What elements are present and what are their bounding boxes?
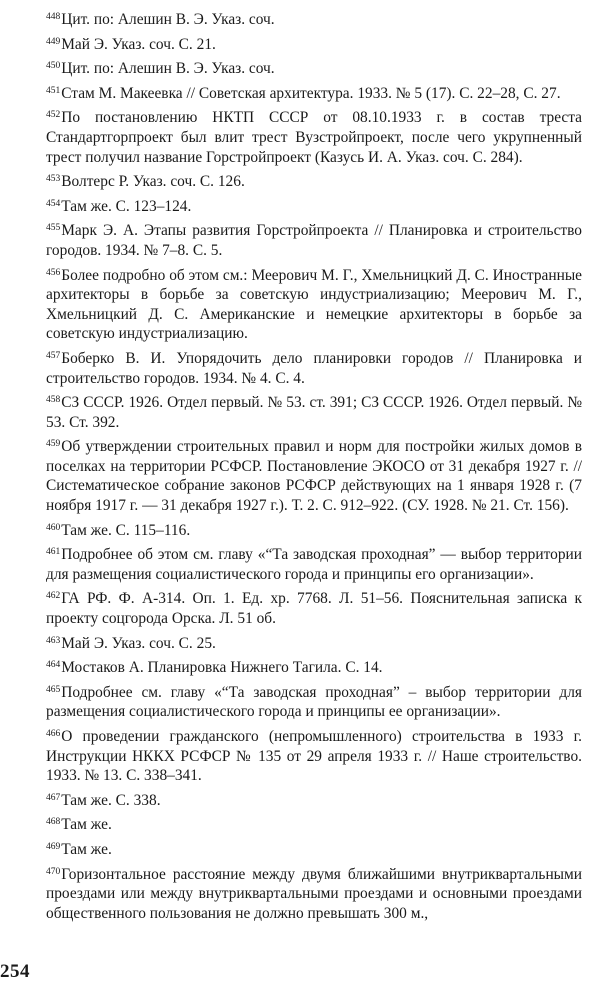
footnote-number: 465 [46, 684, 61, 695]
footnote-number: 466 [46, 729, 61, 739]
footnote-text: Стам М. Макеевка // Советская архитектура. 1933. № 5 (17). С. 22–28, С. 27. [61, 84, 561, 102]
footnote-text: Мостаков А. Планировка Нижнего Тагила. С. 14. [61, 659, 383, 677]
footnote-number: 458 [46, 395, 61, 406]
footnote-457 [46, 349, 582, 388]
footnote-text: Май Э. Указ. соч. С. 25. [61, 634, 216, 652]
footnote-449 [46, 35, 582, 55]
footnote-461 [46, 545, 582, 584]
footnote-number: 449 [46, 36, 61, 47]
footnote-452 [46, 108, 582, 167]
footnote-number: 461 [46, 547, 61, 558]
footnote-text: Там же. [61, 816, 112, 834]
footnote-text: Подробнее см. главу «“Та заводская проходная” – выбор территории для размещения социалистического города и принципы ее организации». [46, 683, 582, 721]
footnote-text: СЗ СССР. 1926. Отдел первый. № 53. ст. 391; СЗ СССР. 1926. Отдел первый. № 53. Ст. 392. [46, 394, 582, 431]
footnote-number: 457 [46, 350, 61, 361]
footnote-number: 467 [46, 792, 61, 803]
footnote-text: Марк Э. А. Этапы развития Горстройпроекта // Планировка и строительство городов. 1934. № 7–8. С. 5. [46, 222, 582, 259]
footnote-text: Цит. по: Алешин В. Э. Указ. соч. [61, 60, 275, 78]
footnote-text: По постановлению НКТП СССР от 08.10.1933 г. в состав треста Стандартгорпроект был влит трест Вузстройпроект, после чего укрупненный трест получил название Горстройпроект (Казусь И. А. Указ. соч. С. 284). [46, 109, 582, 166]
footnote-number: 464 [46, 660, 61, 671]
footnote-450 [46, 59, 582, 79]
footnote-number: 463 [46, 635, 61, 646]
footnote-number: 455 [46, 223, 61, 234]
footnote-453 [46, 172, 582, 192]
footnote-text: О проведении гражданского (непромышленного) строительства в 1933 г. Инструкции НККХ РСФСР № 135 от 29 апреля 1933 г. // Наше строительство. 1933. № 13. С. 338–341. [46, 728, 582, 785]
footnote-text: Там же. [61, 840, 112, 858]
footnote-467 [46, 791, 582, 811]
footnote-text: Цит. по: Алешин В. Э. Указ. соч. [61, 11, 275, 28]
footnote-text: ГА РФ. Ф. А-314. Оп. 1. Ед. хр. 7768. Л. 51–56. Пояснительная записка к проекту соцгорода Орска. Л. 51 об. [46, 590, 582, 628]
footnote-462 [46, 589, 582, 628]
footnote-456 [46, 266, 582, 344]
footnote-448 [46, 10, 582, 30]
footnote-458 [46, 393, 582, 432]
footnote-number: 470 [46, 866, 61, 877]
footnote-number: 460 [46, 522, 61, 533]
footnote-number: 456 [46, 267, 61, 278]
footnote-number: 451 [46, 85, 61, 96]
footnote-466 [46, 727, 582, 786]
footnote-text: Об утверждении строительных правил и норм для постройки жилых домов в поселках на территории РСФСР. Постановление ЭКОСО от 31 декабря 1927 г. // Систематическое собрание законов РСФСР действующих на 1 января 1928 г. (7 ноября 1917 г. — 31 декабря 1927 г.). Т. 2. С. 912–922. (СУ. 1928. № 21. Ст. 156). [46, 438, 582, 515]
footnote-number: 453 [46, 174, 61, 185]
footnote-465 [46, 683, 582, 722]
footnote-455 [46, 221, 582, 260]
footnote-number: 454 [46, 198, 61, 209]
footnote-text: Более подробно об этом см.: Меерович М. Г., Хмельницкий Д. С. Иностранные архитекторы в борьбе за советскую индустриализацию; Меерович М. Г., Хмельницкий Д. С. Американские и немецкие архитекторы в борьбе за советскую индустриализацию. [46, 266, 582, 343]
footnote-text: Волтерс Р. Указ. соч. С. 126. [61, 173, 245, 191]
footnote-454 [46, 197, 582, 217]
footnote-text: Там же. С. 115–116. [61, 521, 191, 539]
footnote-451 [46, 84, 582, 104]
footnote-459 [46, 437, 582, 515]
footnote-number: 462 [46, 591, 61, 602]
footnotes-block [46, 10, 582, 928]
footnote-number: 448 [46, 12, 61, 22]
footnote-text: Боберко В. И. Упорядочить дело планировки городов // Планировка и строительство городов. 1934. № 4. С. 4. [46, 349, 582, 387]
footnote-463 [46, 634, 582, 654]
footnote-468 [46, 815, 582, 835]
footnote-text: Горизонтальное расстояние между двумя ближайшими внутриквартальными проездами или между внутриквартальными проездами и основными проездами общественного пользования не должно превышать 300 м., [46, 865, 582, 922]
page-number: 254 [0, 961, 30, 982]
footnote-460 [46, 521, 582, 541]
footnote-text: Май Э. Указ. соч. С. 21. [61, 35, 216, 53]
footnote-number: 459 [46, 439, 61, 450]
footnote-number: 469 [46, 841, 61, 852]
footnote-470 [46, 865, 582, 924]
footnote-469 [46, 840, 582, 860]
footnote-464 [46, 658, 582, 678]
footnote-number: 468 [46, 817, 61, 828]
footnote-text: Там же. С. 338. [61, 791, 161, 809]
footnote-number: 452 [46, 110, 61, 121]
footnote-number: 450 [46, 61, 61, 72]
footnote-text: Там же. С. 123–124. [61, 197, 192, 215]
footnote-text: Подробнее об этом см. главу «“Та заводская проходная” — выбор территории для размещения социалистического города и принципы его организации». [46, 546, 582, 583]
